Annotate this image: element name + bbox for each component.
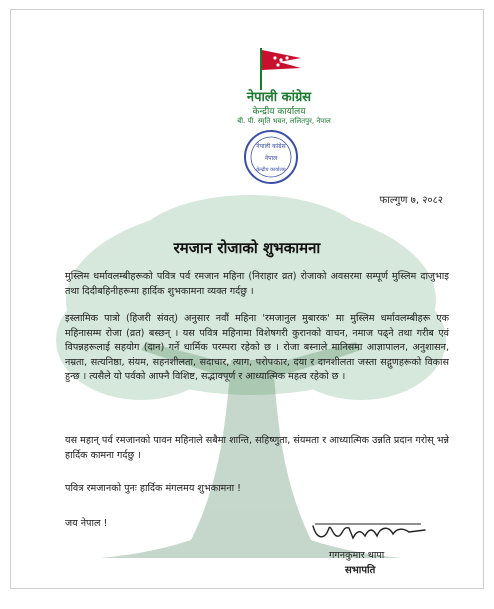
seal-text-top: नेपाली कांग्रेस [256, 143, 286, 150]
org-address: बी. पी. स्मृति भवन, ललितपुर, नेपाल [237, 117, 331, 125]
paragraph-ramadan-details: इस्लामिक पात्रो (हिजरी संवत्) अनुसार नवौं महिना 'रमजानुल मुबारक' मा मुस्लिम धर्मावलम्बीहरू एक महिनासम्म रोजा (व्रत) बस्छन् । यस पवित्र महिनामा विशेषगरी कुरानको वाचन, नमाज पढ्ने तथा गरीब एवं विपन्नहरूलाई सहयोग (दान) गर्ने धार्मिक परम्परा रहेको छ । रोजा बस्नाले मानिसमा आज्ञापालन, अनुशासन, नम्रता, सत्यनिष्ठा, संयम, सहनशीलता, सदाचार, त्याग, परोपकार, दया र दानशीलता जस्ता सद्गुणहरूको विकास हुन्छ । त्यसैले यो पर्वको आफ्नै विशिष्ट, सद्भावपूर्ण र आध्यात्मिक महत्व रहेको छ । [65, 313, 449, 383]
signature-icon [309, 520, 429, 546]
party-logo-icon [257, 46, 307, 92]
letter-page [10, 9, 484, 589]
signer-name: गगनकुमार थापा [329, 550, 385, 561]
org-name: नेपाली कांग्रेस [246, 90, 312, 105]
seal-text-middle: नेपाल [264, 155, 278, 162]
signer-title: सभापति [345, 565, 376, 576]
letter-title: रमजान रोजाको शुभकामना [173, 239, 321, 257]
org-subtitle: केन्द्रीय कार्यालय [252, 107, 306, 117]
paragraph-wish: यस महान् पर्व रमजानको पावन महिनाले सबैमा शान्ति, सहिष्णुता, संयमता र आध्यात्मिक उन्नति प्रदान गरोस् भन्ने हार्दिक कामना गर्दछु । [65, 435, 449, 461]
official-seal-icon [241, 128, 301, 186]
paragraph-renewed-greeting: पवित्र रमजानको पुनः हार्दिक मंगलमय शुभकामना ! [65, 483, 241, 494]
seal-text-bottom: केन्द्रीय कार्यालय [256, 167, 286, 173]
paragraph-greeting: मुस्लिम धर्मावलम्बीहरूको पवित्र पर्व रमजान महिना (निराहार व्रत) रोजाको अवसरमा सम्पूर्ण मुस्लिम दाजुभाइ तथा दिदीबहिनीहरूमा हार्दिक शुभकामना व्यक्त गर्दछु । [65, 271, 449, 297]
letter-date: फाल्गुण ७, २०८२ [379, 195, 443, 206]
closing-salutation: जय नेपाल ! [65, 518, 108, 529]
